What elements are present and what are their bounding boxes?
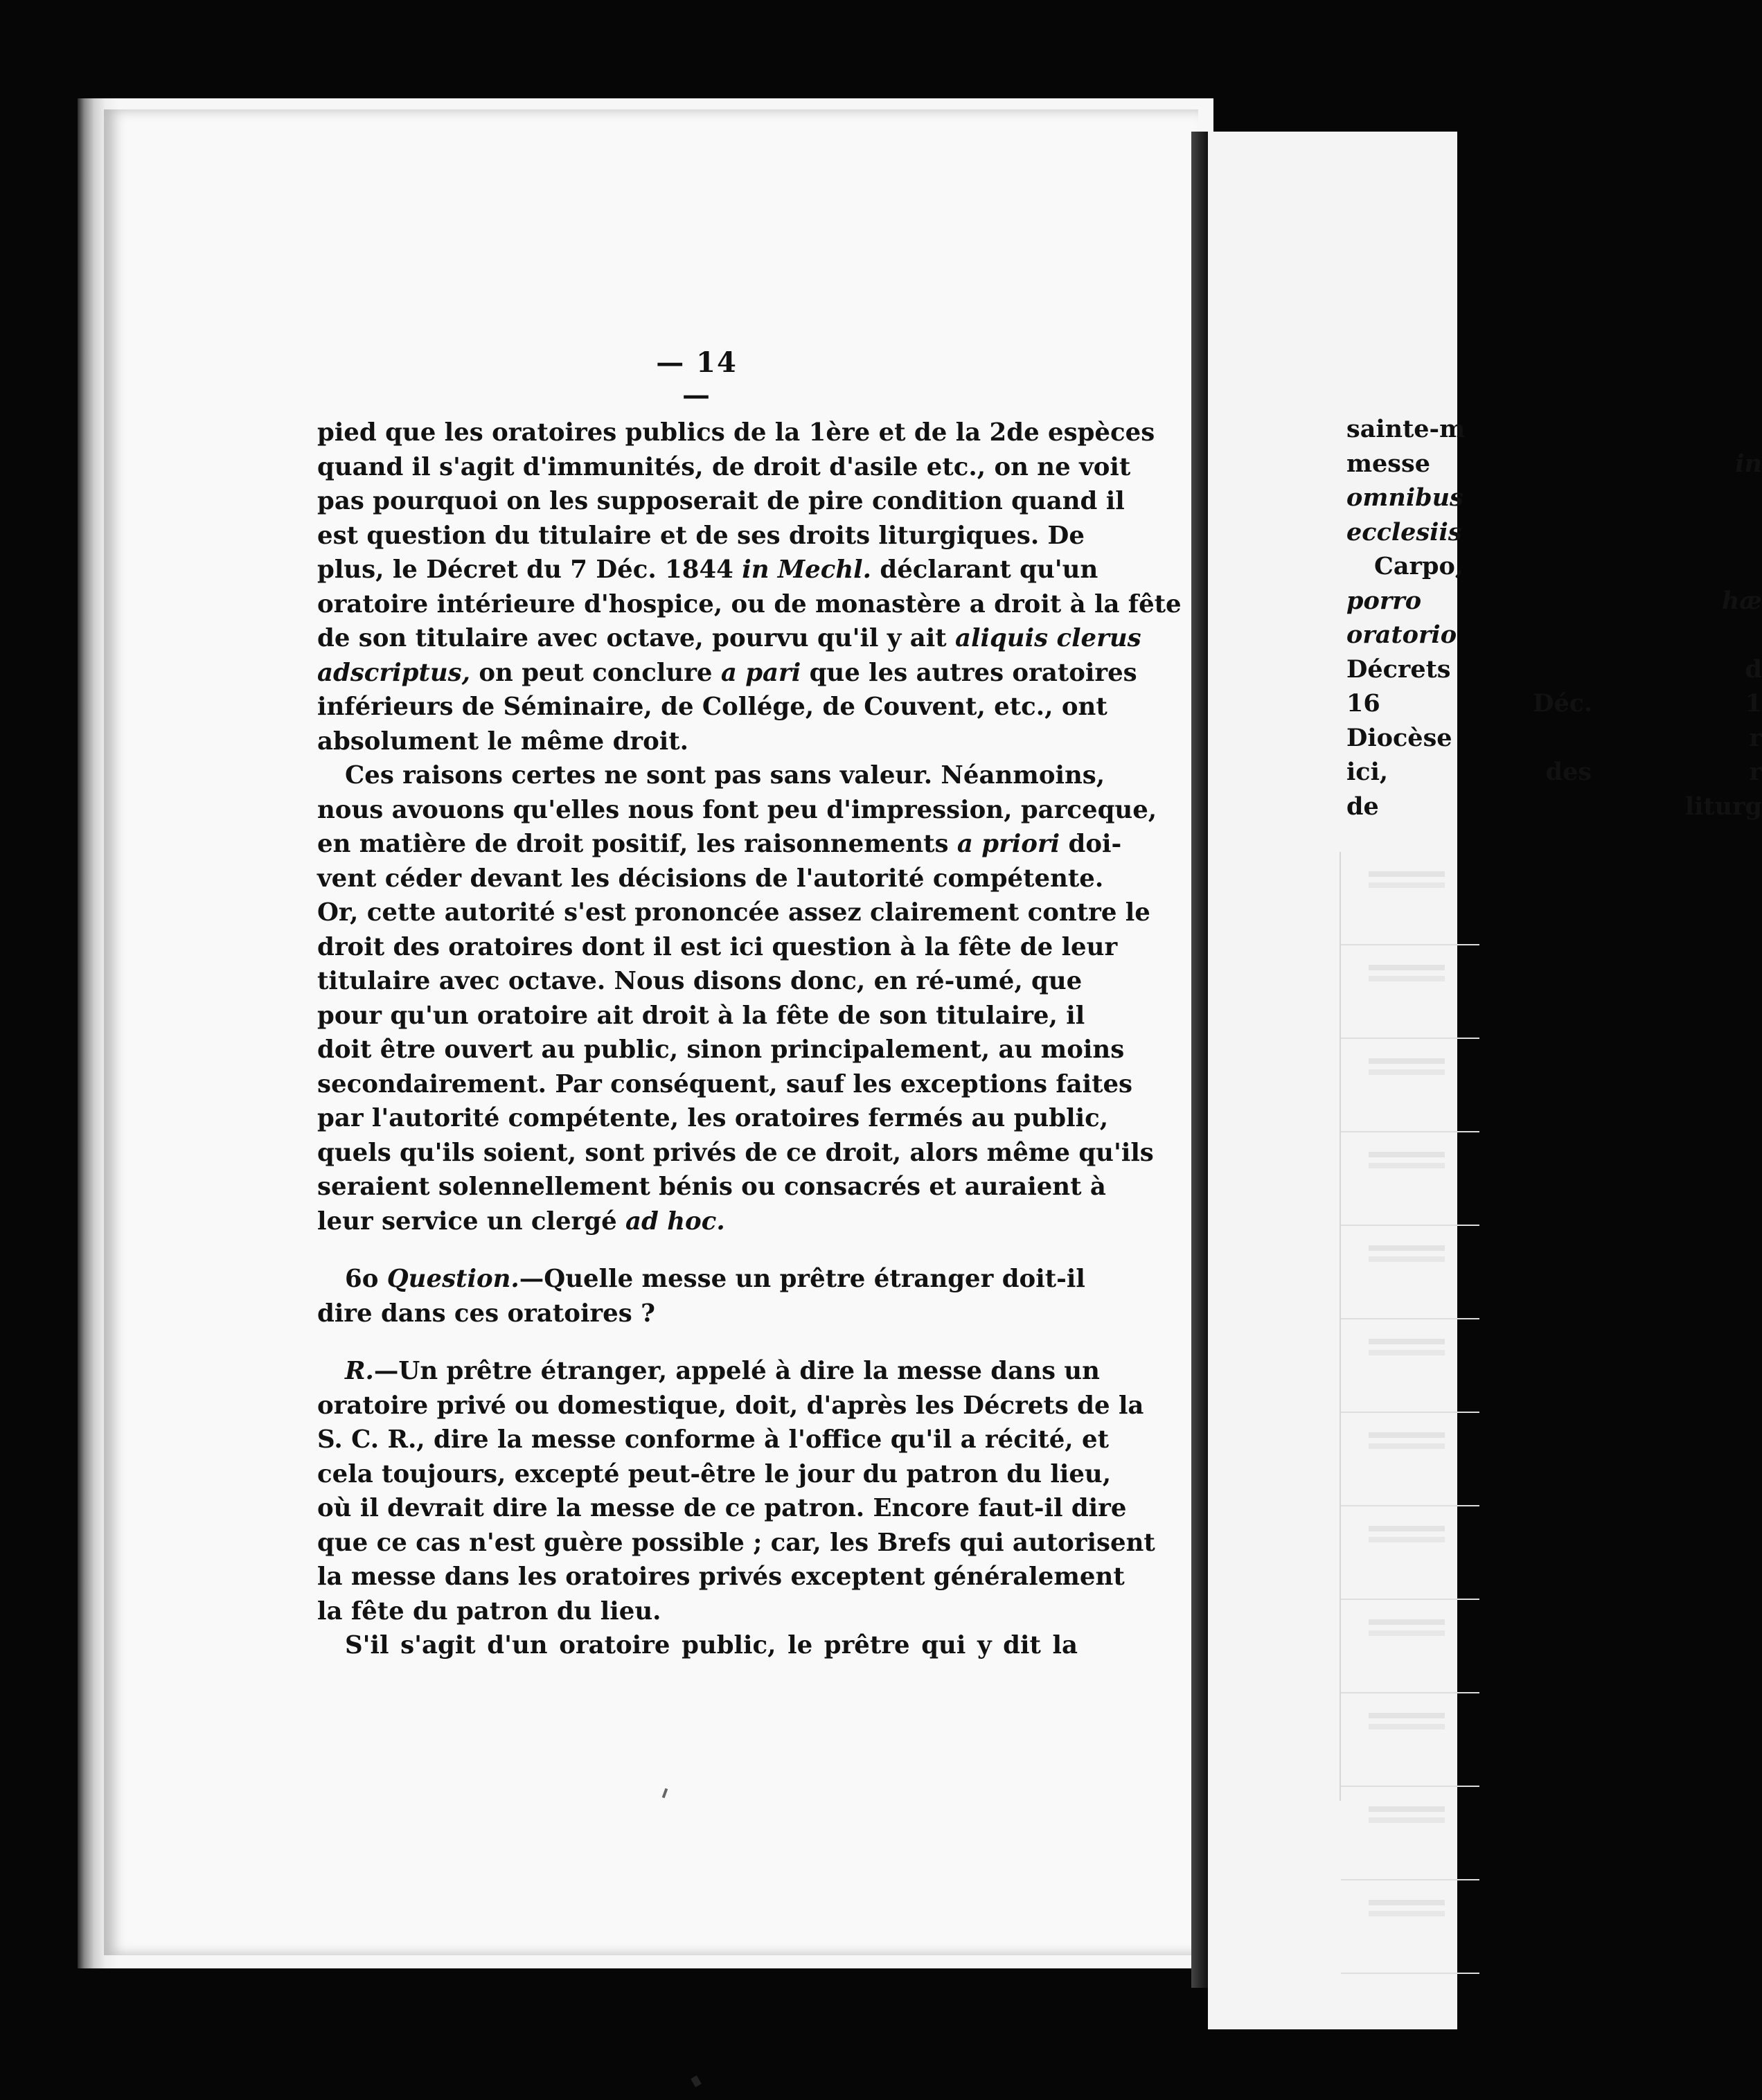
facing-text-line [1346, 721, 1762, 756]
text-run: absolument le même droit. [317, 727, 689, 756]
text-line [317, 758, 1105, 793]
text-line [317, 793, 1157, 828]
page-number: — 14 — [656, 346, 738, 411]
italic-text: aliquis clerus [955, 624, 1141, 652]
text-line [317, 724, 1078, 759]
text-line [317, 1594, 1078, 1629]
text-run: Décrets d [1346, 655, 1762, 684]
text-line [317, 1262, 1085, 1297]
text-run: pas pourquoi on les supposerait de pire condition quand il [317, 487, 1125, 515]
text-run: la messe dans les oratoires privés exceptent généralement [317, 1563, 1125, 1591]
paragraph-gap [317, 1331, 1078, 1354]
text-run: leur service un clergé [317, 1207, 626, 1236]
text-run: ici, des r [1346, 758, 1762, 786]
text-run: de son titulaire avec octave, pourvu qu'il y ait [317, 624, 956, 652]
facing-text-line [1346, 584, 1762, 619]
text-run: sainte-m [1346, 415, 1466, 443]
italic-text: oratorio [1346, 621, 1457, 649]
italic-text: R. [345, 1357, 374, 1385]
book-gutter [1191, 132, 1208, 1988]
text-line [317, 930, 1118, 965]
scan-speck [691, 2075, 702, 2087]
text-run: —Quelle messe un prêtre étranger doit-il [519, 1265, 1085, 1293]
text-run: vent céder devant les décisions de l'autorité compétente. [317, 864, 1104, 893]
text-run: droit des oratoires dont il est ici question à la fête de leur [317, 932, 1118, 961]
text-line [317, 862, 1104, 896]
text-run: inférieurs de Séminaire, de Collége, de Couvent, etc., ont [317, 693, 1107, 721]
text-line [317, 519, 1085, 553]
facing-text-line [1346, 481, 1762, 515]
italic-text: omnibus [1346, 483, 1463, 512]
text-run: pour qu'un oratoire ait droit à la fête de son titulaire, il [317, 1001, 1085, 1030]
text-line [317, 416, 1155, 450]
text-run: on peut conclure [470, 658, 721, 687]
text-run: de liturg [1346, 792, 1762, 821]
text-run: dire dans ces oratoires ? [317, 1299, 655, 1328]
facing-text-line [1346, 549, 1762, 584]
text-line [317, 621, 1141, 656]
text-line [317, 484, 1125, 519]
text-run: titulaire avec octave. Nous disons donc, en ré-umé, que [317, 967, 1083, 995]
text-line [317, 1560, 1125, 1594]
text-line [317, 553, 1098, 587]
italic-text: in [1735, 449, 1762, 478]
text-line [317, 450, 1131, 485]
text-run: la fête du patron du lieu. [317, 1596, 661, 1626]
text-run: pied que les oratoires publics de la 1ère et de la 2de espèces [317, 418, 1155, 447]
text-run: doit être ouvert au public, sinon principalement, au moins [317, 1035, 1125, 1064]
paragraph-gap [317, 1238, 1078, 1262]
text-run: 6o [345, 1265, 387, 1293]
facing-page-text [1346, 412, 1762, 824]
text-run: déclarant qu'un [871, 555, 1098, 584]
text-line [317, 656, 1137, 691]
text-run: que les autres oratoires [801, 658, 1137, 687]
text-run: quand il s'agit d'immunités, de droit d'asile etc., on ne voit [317, 452, 1131, 481]
text-run: S. C. R., dire la messe conforme à l'office qu'il a récité, et [317, 1425, 1110, 1454]
text-line [317, 999, 1085, 1033]
faint-bleed-through-table [1340, 852, 1479, 1801]
text-run: Ces raisons certes ne sont pas sans valeur. Néanmoins, [345, 761, 1105, 790]
text-line [317, 1204, 1078, 1239]
text-line [317, 1101, 1109, 1136]
facing-page [1208, 132, 1762, 2029]
italic-text: a priori [956, 830, 1060, 858]
text-run: nous avouons qu'elles nous font peu d'impression, parceque, [317, 795, 1157, 824]
text-run: Diocèse r [1346, 723, 1762, 752]
text-line [317, 1354, 1100, 1389]
text-run: cela toujours, excepté peut-être le jour du patron du lieu, [317, 1459, 1112, 1488]
text-run: 16 Déc. 1 [1346, 689, 1762, 718]
text-run: S'il s'agit d'un oratoire public, le prêtre qui y dit la [345, 1631, 1078, 1659]
italic-text: ad hoc. [625, 1207, 725, 1236]
text-run: oratoire intérieure d'hospice, ou de monastère a droit à la fête [317, 589, 1182, 619]
facing-text-line [1346, 790, 1762, 824]
text-run: —Un prêtre étranger, appelé à dire la messe dans un [373, 1357, 1100, 1385]
italic-text: adscriptus, [317, 658, 470, 687]
text-run: en matière de droit positif, les raisonnements [317, 830, 957, 858]
text-line [317, 1526, 1155, 1560]
text-run: seraient solennellement bénis ou consacrés et auraient à [317, 1173, 1106, 1201]
text-run: par l'autorité compétente, les oratoires fermés au public, [317, 1104, 1109, 1132]
facing-text-line [1346, 515, 1762, 550]
text-line [317, 1457, 1112, 1492]
text-line [317, 1423, 1110, 1457]
text-line [317, 1033, 1125, 1067]
facing-text-line [1346, 447, 1762, 481]
italic-text: a pari [720, 658, 801, 687]
text-line [317, 1628, 1078, 1663]
text-run: messe [1346, 449, 1736, 478]
text-line [317, 1067, 1133, 1102]
italic-text: porro hæ [1346, 586, 1762, 615]
text-run: que ce cas n'est guère possible ; car, les Brefs qui autorisent [317, 1528, 1155, 1557]
text-line [317, 827, 1122, 862]
text-line [317, 1389, 1144, 1423]
text-run: Or, cette autorité s'est prononcée assez clairement contre le [317, 898, 1150, 927]
text-run: est question du titulaire et de ses droits liturgiques. De [317, 521, 1085, 550]
text-line [317, 1170, 1106, 1204]
text-run: doi- [1060, 830, 1122, 858]
text-run: oratoire privé ou domestique, doit, d'après les Décrets de la [317, 1391, 1144, 1420]
italic-text: ecclesiis [1346, 517, 1462, 546]
facing-text-line [1346, 618, 1762, 652]
text-run: où il devrait dire la messe de ce patron. Encore faut-il dire [317, 1494, 1127, 1522]
facing-text-line [1346, 755, 1762, 790]
text-run: secondairement. Par conséquent, sauf les exceptions faites [317, 1069, 1133, 1098]
text-line [317, 587, 1182, 622]
text-line [317, 1136, 1154, 1171]
italic-text: in Mechl. [742, 555, 872, 584]
facing-text-line [1346, 686, 1762, 721]
text-line [317, 896, 1150, 930]
facing-text-line [1346, 412, 1762, 447]
text-run: quels qu'ils soient, sont privés de ce droit, alors même qu'ils [317, 1138, 1154, 1167]
text-line [317, 1491, 1127, 1526]
text-run: Carpo, [1374, 552, 1463, 580]
text-line [317, 964, 1083, 999]
body-text [317, 416, 1182, 1663]
facing-text-line [1346, 652, 1762, 687]
text-line [317, 690, 1107, 724]
text-run: plus, le Décret du 7 Déc. 1844 [317, 555, 742, 584]
italic-text: Question. [386, 1265, 519, 1293]
text-line [317, 1297, 1078, 1331]
